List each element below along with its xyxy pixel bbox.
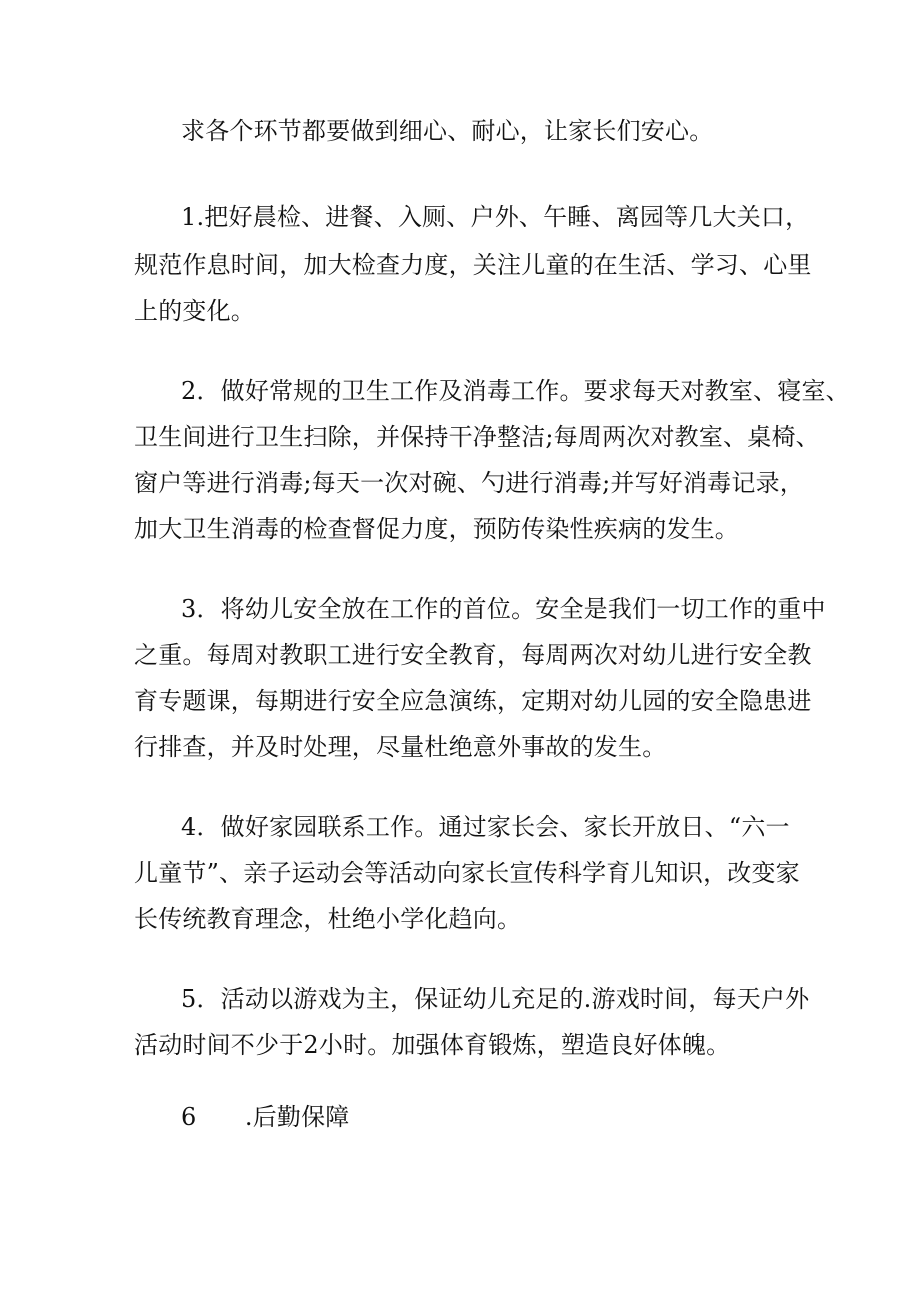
item-4-line-2: 儿童节”、亲子运动会等活动向家长宣传科学育儿知识，改变家: [134, 859, 800, 887]
item-4-line-1: 4．做好家园联系工作。通过家长会、家长开放日、“六一: [181, 813, 790, 841]
item-2-line-2: 卫生间进行卫生扫除，并保持干净整洁;每周两次对教室、桌椅、: [134, 423, 820, 451]
item-5-line-2: 活动时间不少于2小时。加强体育锻炼，塑造良好体魄。: [134, 1031, 731, 1059]
item-1-line-2: 规范作息时间，加大检查力度，关注儿童的在生活、学习、心里: [134, 251, 812, 279]
item-6-heading: 6 .后勤保障: [181, 1103, 350, 1131]
item-5-line-1: 5．活动以游戏为主，保证幼儿充足的.游戏时间，每天户外: [181, 985, 810, 1013]
item-4-line-3: 长传统教育理念，杜绝小学化趋向。: [134, 905, 522, 933]
item-2-line-4: 加大卫生消毒的检查督促力度，预防传染性疾病的发生。: [134, 515, 739, 543]
item-2-line-1: 2．做好常规的卫生工作及消毒工作。要求每天对教室、寝室、: [181, 377, 850, 405]
item-3-line-1: 3．将幼儿安全放在工作的首位。安全是我们一切工作的重中: [181, 595, 826, 623]
item-3-line-2: 之重。每周对教职工进行安全教育，每周两次对幼儿进行安全教: [134, 641, 812, 669]
item-1-line-3: 上的变化。: [134, 297, 255, 325]
item-1-line-1: 1.把好晨检、进餐、入厕、户外、午睡、离园等几大关口，: [181, 203, 810, 231]
item-2-line-3: 窗户等进行消毒;每天一次对碗、勺进行消毒;并写好消毒记录，: [134, 469, 804, 497]
intro-continuation-line: 求各个环节都要做到细心、耐心，让家长们安心。: [181, 117, 714, 145]
item-3-line-4: 行排查，并及时处理，尽量杜绝意外事故的发生。: [134, 733, 667, 761]
item-3-line-3: 育专题课，每期进行安全应急演练，定期对幼儿园的安全隐患进: [134, 687, 812, 715]
